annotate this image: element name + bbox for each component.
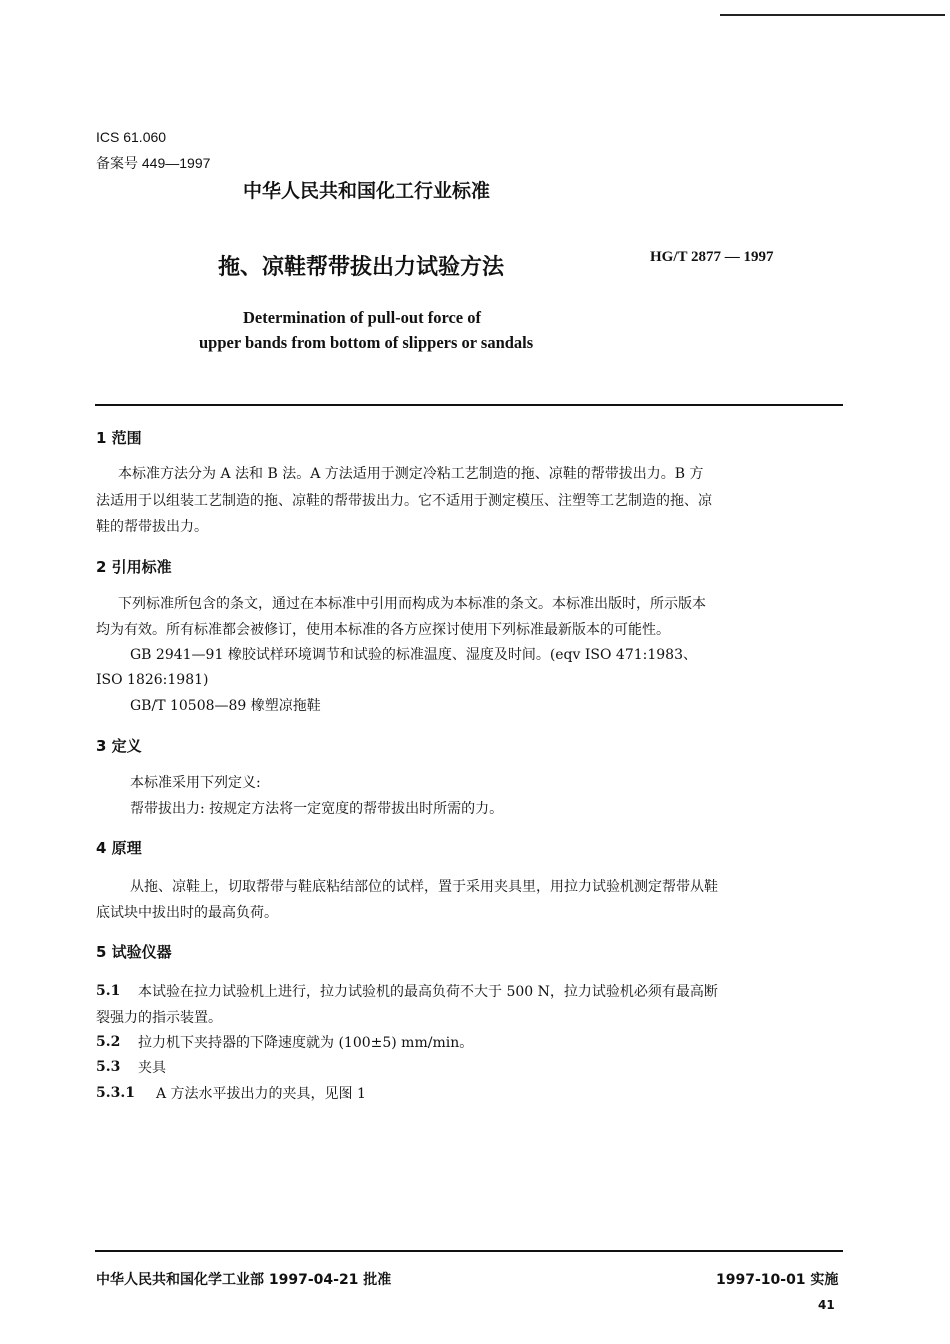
document-title-en-line2: upper bands from bottom of slippers or sandals [199,333,534,352]
clause-5-1-text: 本试验在拉力试验机上进行，拉力试验机的最高负荷不大于 500 N，拉力试验机必须有最高断 [138,984,718,1000]
clause-5-1-text: 裂强力的指示装置。 [96,1010,222,1026]
clause-5-3-text: 夹具 [138,1060,166,1076]
document-title-en-line1: Determination of pull-out force of [243,308,481,327]
effective-date: 1997-10-01 实施 [716,1272,839,1288]
clause-number: 5.3 [96,1059,121,1075]
section-1-heading: 1 范围 [96,429,142,447]
clause-5-3-1-text: A 方法水平拔出力的夹具，见图 1 [156,1086,366,1102]
section-3-heading: 3 定义 [96,737,142,755]
section-3-text: 本标准采用下列定义: [130,775,261,791]
section-1-text: 法适用于以组装工艺制造的拖、凉鞋的帮带拔出力。它不适用于测定模压、注塑等工艺制造的拖、凉 [96,493,712,509]
section-4-text: 从拖、凉鞋上，切取帮带与鞋底粘结部位的试样，置于采用夹具里，用拉力试验机测定帮带从鞋 [130,879,718,895]
section-4-text: 底试块中拔出时的最高负荷。 [96,905,278,921]
record-number: 备案号 449—1997 [96,155,211,171]
section-2-text: 均为有效。所有标准都会被修订，使用本标准的各方应探讨使用下列标准最新版本的可能性。 [96,622,670,638]
clause-number: 5.1 [96,983,121,999]
section-1-text: 本标准方法分为 A 法和 B 法。A 方法适用于测定冷粘工艺制造的拖、凉鞋的帮带拔出力。B 方 [118,466,704,482]
section-1-text: 鞋的帮带拔出力。 [96,519,208,535]
ics-code: ICS 61.060 [96,129,167,145]
clause-number: 5.2 [96,1034,121,1050]
definition-text: 帮带拔出力: 按规定方法将一定宽度的帮带拔出时所需的力。 [130,801,504,817]
standard-code: HG/T 2877 — 1997 [650,249,774,265]
approval-line: 中华人民共和国化学工业部 1997-04-21 批准 [96,1272,392,1288]
section-5-heading: 5 试验仪器 [96,943,172,961]
document-title-zh: 拖、凉鞋帮带拔出力试验方法 [218,255,505,280]
section-4-heading: 4 原理 [96,839,142,857]
page-number: 41 [818,1298,835,1312]
section-2-text: 下列标准所包含的条文，通过在本标准中引用而构成为本标准的条文。本标准出版时，所示版本 [118,596,706,612]
clause-5-2-text: 拉力机下夹持器的下降速度就为 (100±5) mm/min。 [138,1035,474,1051]
reference-gb2941-cont: ISO 1826:1981) [96,672,209,688]
reference-gbt10508: GB/T 10508—89 橡塑凉拖鞋 [130,698,321,714]
footer-rule [95,1250,843,1252]
reference-gb2941: GB 2941—91 橡胶试样环境调节和试验的标准温度、湿度及时间。(eqv ISO 471:1983、 [130,647,697,663]
clause-number: 5.3.1 [96,1085,135,1101]
header-rule [95,404,843,406]
section-2-heading: 2 引用标准 [96,558,172,576]
top-edge-line [720,14,945,16]
issuing-organization: 中华人民共和国化工行业标准 [243,180,491,202]
